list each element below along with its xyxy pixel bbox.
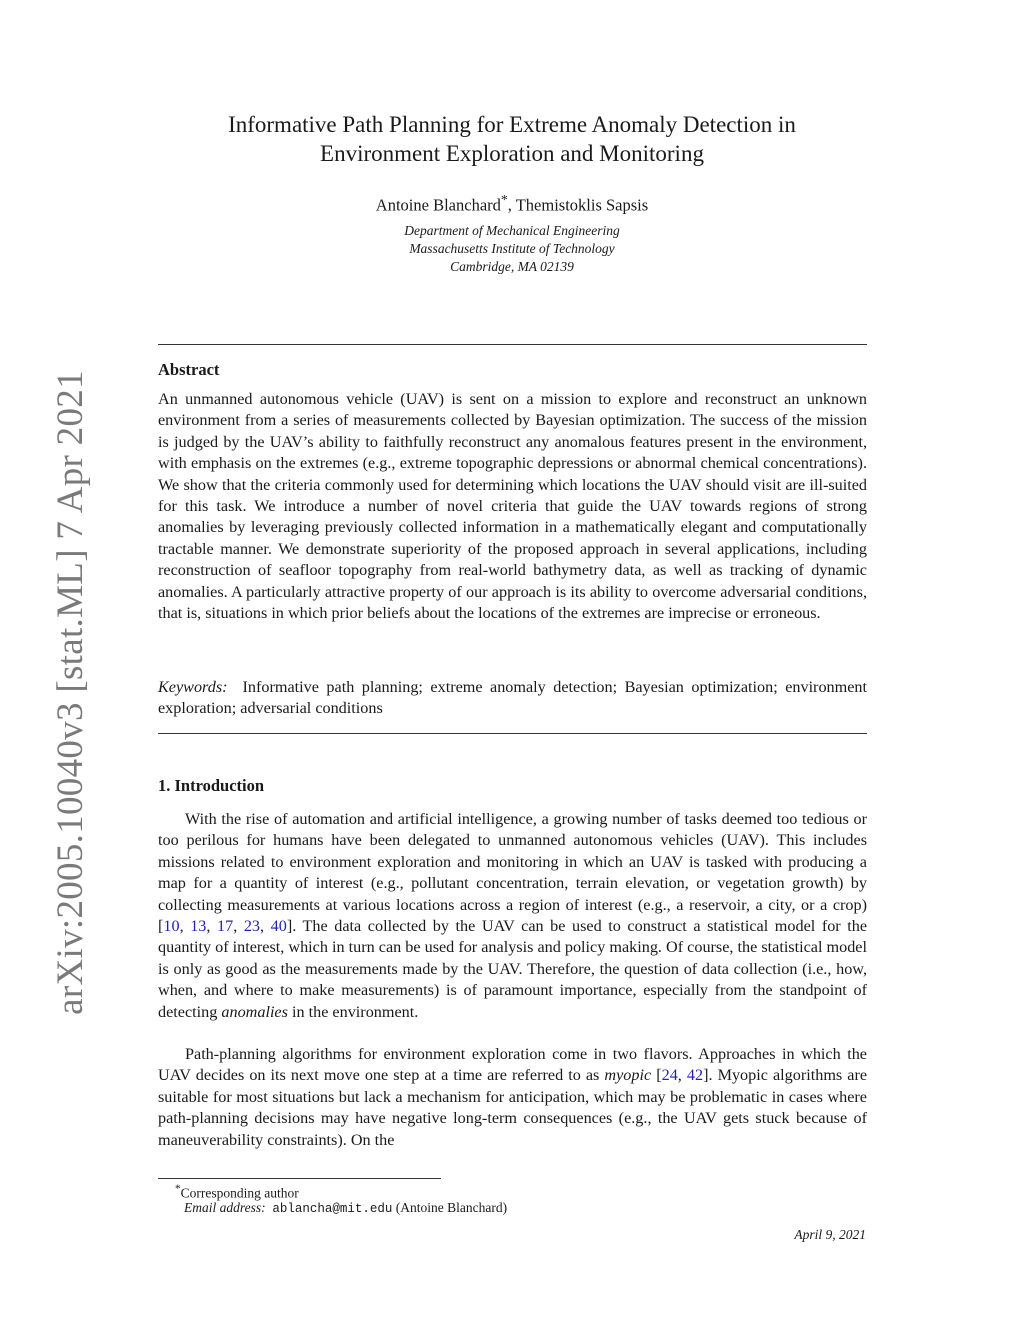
intro-p2-text-b: ]. Myopic algorithms are suitable for most situations but lack a mechanism for anticipation, which may be problematic in cases where path-planning decisions may have negative long-term consequences (e.g., the UAV gets stuck because of maneuverability constraints). On the xyxy=(158,1066,868,1149)
footnote-email xyxy=(184,1200,507,1216)
affiliation-department: Department of Mechanical Engineering xyxy=(404,223,620,238)
keywords-text: Informative path planning; extreme anomaly detection; Bayesian optimization; environment exploration; adversarial conditions xyxy=(158,678,868,718)
footnote-corresponding-text: Corresponding author xyxy=(180,1185,299,1201)
author-2: , Themistoklis Sapsis xyxy=(507,195,649,215)
citation-link[interactable]: 23 xyxy=(243,917,261,936)
abstract-bottom-rule xyxy=(158,733,867,734)
author-1: Antoine Blanchard xyxy=(375,195,501,215)
keywords-label: Keywords: xyxy=(158,678,228,696)
intro-p1-text-b: ]. The data collected by the UAV can be used to construct a statistical model for the quantity of interest, which in turn can be used for analysis and policy making. Of course, the statistical model is only as good as the measurements made by the UAV. Therefore, the question of data collection (i.e., how, when, and where to make measurements) is of paramount importance, especially from the standpoint of detecting xyxy=(158,917,868,1021)
abstract-top-rule xyxy=(158,344,867,345)
title-line-2: Environment Exploration and Monitoring xyxy=(320,141,704,166)
arxiv-identifier xyxy=(40,369,100,1015)
footnote-rule xyxy=(158,1178,441,1179)
citation-link[interactable]: 13 xyxy=(190,917,207,936)
intro-p1-text-a: With the rise of automation and artificial intelligence, a growing number of tasks deemed too tedious or too perilous for humans have been delegated to unmanned autonomous vehicles (UAV). This includes missions related to environment exploration and monitoring in which an UAV is tasked with producing a map for a quantity of interest (e.g., pollutant concentration, terrain elevation, or vegetation growth) by collecting measurements at various locations across a region of interest (e.g., a reservoir, a city, or a crop) [ xyxy=(158,810,867,936)
author-1-mark: * xyxy=(500,192,508,207)
affiliation-city: Cambridge, MA 02139 xyxy=(450,259,574,274)
affiliation xyxy=(158,222,866,276)
intro-p1-text-c: in the environment. xyxy=(287,1002,419,1021)
citation-link[interactable]: 10 xyxy=(163,917,180,936)
title-line-1: Informative Path Planning for Extreme Anomaly Detection in xyxy=(228,112,796,137)
intro-paragraph-1: With the rise of automation and artificial intelligence, a growing number of tasks deemed too tedious or too perilous for humans have been delegated to unmanned autonomous vehicles (UAV). This includes missions related to environment exploration and monitoring in which an UAV is tasked with producing a map for a quantity of interest (e.g., pollutant concentration, terrain elevation, or vegetation growth) by collecting measurements at various locations across a region of interest (e.g., a reservoir, a city, or a crop) [10, 13, 17, 23, 40]. The data collected by the UAV can be used to construct a statistical model for the quantity of interest, which in turn can be used for analysis and policy making. Of course, the statistical model is only as good as the measurements made by the UAV. Therefore, the question of data collection (i.e., how, when, and where to make measurements) is of paramount importance, especially from the standpoint of detecting anomalies in the environment. xyxy=(158,810,868,1021)
citation-link[interactable]: 17 xyxy=(217,917,234,936)
footnote-email-name: (Antoine Blanchard) xyxy=(395,1200,508,1215)
footnote-corresponding xyxy=(175,1183,299,1202)
citation-link[interactable]: 42 xyxy=(686,1066,704,1085)
footnote-email-label: Email address: xyxy=(184,1200,266,1215)
authors xyxy=(158,192,866,216)
intro-p2-emphasis: myopic xyxy=(604,1066,652,1085)
footnote-mark: * xyxy=(175,1183,181,1195)
intro-p2-text-a: Path-planning algorithms for environment exploration come in two flavors. Approaches in which the UAV decides on its next move one step at a time are referred to as xyxy=(158,1045,867,1085)
page-date: April 9, 2021 xyxy=(794,1227,866,1242)
intro-paragraph-2: Path-planning algorithms for environment exploration come in two flavors. Approaches in which the UAV decides on its next move one step at a time are referred to as myopic [24, 42]. Myopic algorithms are suitable for most situations but lack a mechanism for anticipation, which may be problematic in cases where path-planning decisions may have negative long-term consequences (e.g., the UAV gets stuck because of maneuverability constraints). On the xyxy=(158,1045,868,1149)
citation-link[interactable]: 40 xyxy=(270,917,287,936)
keywords xyxy=(158,677,867,720)
arxiv-identifier-text: arXiv:2005.10040v3 [stat.ML] 7 Apr 2021 xyxy=(49,369,91,1015)
email-link[interactable]: ablancha@mit.edu xyxy=(272,1202,393,1216)
affiliation-institute: Massachusetts Institute of Technology xyxy=(409,241,615,256)
abstract-text: An unmanned autonomous vehicle (UAV) is sent on a mission to explore and reconstruct an unknown environment from a series of measurements collected by Bayesian optimization. The success of the mission is judged by the UAV’s ability to faithfully reconstruct any anomalous features present in the environment, with emphasis on the extremes (e.g., extreme topographic depressions or abnormal chemical concentrations). We show that the criteria commonly used for determining which locations the UAV should visit are ill-suited for this task. We introduce a number of novel criteria that guide the UAV towards regions of strong anomalies by leveraging previously collected information in a mathematically elegant and computationally tractable manner. We demonstrate superiority of the proposed approach in several applications, including reconstruction of seafloor topography from real-world bathymetry data, as well as tracking of dynamic anomalies. A particularly attractive property of our approach is its ability to overcome adversarial conditions, that is, situations in which prior beliefs about the locations of the extremes are imprecise or erroneous. xyxy=(158,390,867,623)
abstract-heading: Abstract xyxy=(158,360,220,379)
intro-p1-emphasis: anomalies xyxy=(221,1002,288,1021)
paper-title xyxy=(158,110,866,168)
citation-link[interactable]: 24 xyxy=(661,1066,678,1085)
section-heading-introduction: 1. Introduction xyxy=(158,776,265,795)
